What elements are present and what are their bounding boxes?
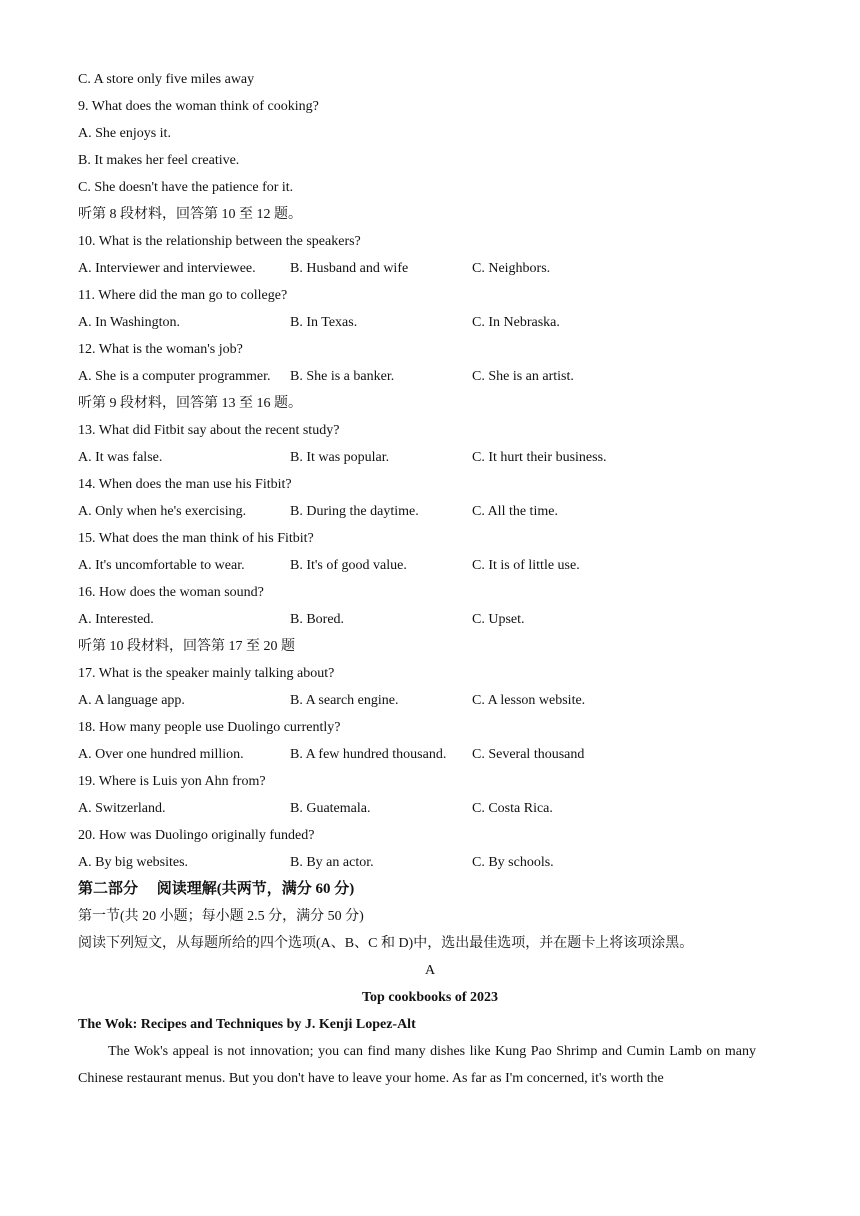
section-heading: 第一节(共 20 小题；每小题 2.5 分，满分 50 分) [78, 909, 364, 924]
question-14: 14. When does the man use his Fitbit? [78, 477, 292, 492]
options-11 [78, 309, 778, 336]
options-17 [78, 687, 778, 714]
options-16 [78, 606, 778, 633]
option-a: A. She is a computer programmer. [78, 369, 271, 384]
option-a: A. In Washington. [78, 315, 181, 330]
question-9: 9. What does the woman think of cooking? [78, 99, 319, 114]
option-a: A. Switzerland. [78, 801, 166, 816]
option-a: A. Only when he's exercising. [78, 504, 247, 519]
option-line: A. She enjoys it. [78, 126, 171, 141]
option-a: A. Over one hundred million. [78, 747, 244, 762]
option-a: A. Interviewer and interviewee. [78, 261, 256, 276]
option-line: C. A store only five miles away [78, 72, 255, 87]
question-17: 17. What is the speaker mainly talking about? [78, 666, 335, 681]
question-12: 12. What is the woman's job? [78, 342, 243, 357]
book-title: The Wok: Recipes and Techniques by J. Kenji Lopez-Alt [78, 1017, 416, 1032]
question-13: 13. What did Fitbit say about the recent study? [78, 423, 340, 438]
option-b: B. She is a banker. [290, 369, 395, 384]
option-b: B. In Texas. [290, 315, 358, 330]
reading-directions: 阅读下列短文，从每题所给的四个选项(A、B、C 和 D)中，选出最佳选项，并在题卡上将该项涂黑。 [78, 936, 694, 951]
option-a: A. By big websites. [78, 855, 189, 870]
question-18: 18. How many people use Duolingo currently? [78, 720, 341, 735]
option-line: B. It makes her feel creative. [78, 153, 240, 168]
options-18 [78, 741, 778, 768]
option-b: B. A search engine. [290, 693, 399, 708]
question-20: 20. How was Duolingo originally funded? [78, 828, 315, 843]
option-line: C. She doesn't have the patience for it. [78, 180, 294, 195]
option-c: C. Costa Rica. [472, 801, 553, 816]
options-13 [78, 444, 778, 471]
exam-page [78, 66, 778, 1092]
question-11: 11. Where did the man go to college? [78, 288, 288, 303]
option-c: C. A lesson website. [472, 693, 586, 708]
question-10: 10. What is the relationship between the speakers? [78, 234, 361, 249]
part-title: 第二部分 阅读理解(共两节，满分 60 分) [78, 881, 355, 897]
options-20 [78, 849, 778, 876]
listening-instruction: 听第 8 段材料，回答第 10 至 12 题。 [78, 207, 302, 222]
options-15 [78, 552, 778, 579]
option-c: C. It hurt their business. [472, 450, 607, 465]
option-c: C. Upset. [472, 612, 525, 627]
option-c: C. She is an artist. [472, 369, 574, 384]
passage-title: Top cookbooks of 2023 [361, 990, 499, 1005]
option-b: B. Bored. [290, 612, 345, 627]
option-c: C. Neighbors. [472, 261, 551, 276]
passage-letter: A [424, 963, 436, 978]
option-b: B. Guatemala. [290, 801, 371, 816]
options-19 [78, 795, 778, 822]
listening-instruction: 听第 10 段材料，回答第 17 至 20 题 [78, 639, 295, 654]
option-c: C. All the time. [472, 504, 558, 519]
passage-paragraph: The Wok's appeal is not innovation; you can find many dishes like Kung Pao Shrimp and Cumin Lamb on many Chinese restaurant menus. But you don't have to leave your home. As far as I'm concerned, it's worth the [78, 1044, 756, 1086]
option-c: C. It is of little use. [472, 558, 580, 573]
option-a: A. Interested. [78, 612, 154, 627]
option-a: A. It was false. [78, 450, 163, 465]
option-c: C. Several thousand [472, 747, 585, 762]
option-b: B. Husband and wife [290, 261, 409, 276]
option-b: B. It was popular. [290, 450, 390, 465]
option-b: B. A few hundred thousand. [290, 747, 447, 762]
options-14 [78, 498, 778, 525]
option-b: B. It's of good value. [290, 558, 407, 573]
question-19: 19. Where is Luis yon Ahn from? [78, 774, 266, 789]
option-a: A. A language app. [78, 693, 185, 708]
option-a: A. It's uncomfortable to wear. [78, 558, 245, 573]
options-10 [78, 255, 778, 282]
question-16: 16. How does the woman sound? [78, 585, 264, 600]
question-15: 15. What does the man think of his Fitbit? [78, 531, 314, 546]
options-12 [78, 363, 778, 390]
option-c: C. In Nebraska. [472, 315, 560, 330]
option-b: B. During the daytime. [290, 504, 419, 519]
option-c: C. By schools. [472, 855, 554, 870]
listening-instruction: 听第 9 段材料，回答第 13 至 16 题。 [78, 396, 302, 411]
option-b: B. By an actor. [290, 855, 374, 870]
